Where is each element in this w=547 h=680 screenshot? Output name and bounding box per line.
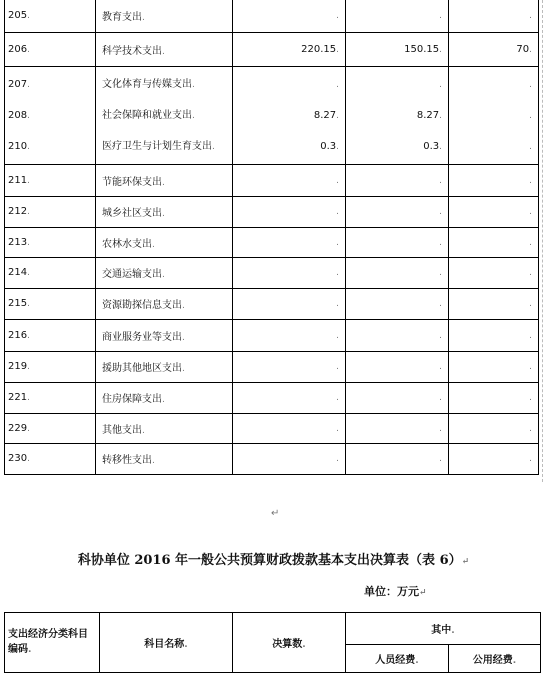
table6-unit-text: 单位：万元: [364, 585, 419, 598]
paragraph-mark-icon: ↵: [271, 508, 280, 519]
row-name: 教育支出: [102, 12, 142, 24]
row-name: 医疗卫生与计划生育支出: [102, 140, 212, 152]
table-row: 205. 教育支出. . . .: [5, 0, 539, 32]
row-name: 社会保障和就业支出: [102, 109, 192, 121]
row-personnel: 150.15: [404, 43, 440, 55]
row-name: 农林水支出: [102, 238, 152, 250]
header-code-line2: 编码: [8, 644, 28, 655]
table-row: 213. 农林水支出. . . .: [5, 227, 539, 257]
header-personnel-text: 人员经费: [375, 655, 416, 666]
margin-guide: [542, 0, 544, 482]
table-row: 216. 商业服务业等支出. . . .: [5, 319, 539, 351]
table-row-group: 207. 208. 210. 文化体育与传媒支出. 社会保障和就业支出. 医疗卫生与计划生育支出. . 8.27. 0.3. . 8.27. 0.3. . . .: [5, 66, 539, 164]
row-code: 206: [8, 43, 28, 55]
header-group-cell: 其中.: [346, 613, 541, 645]
table-row: 219. 援助其他地区支出. . . .: [5, 351, 539, 382]
row-public: 70: [516, 43, 530, 55]
row-code: 205: [8, 10, 28, 22]
table-row: 211. 节能环保支出. . . .: [5, 164, 539, 196]
row-code: 211: [8, 174, 28, 186]
row-personnel: 8.27: [416, 109, 440, 121]
row-name: 文化体育与传媒支出: [102, 78, 192, 90]
table-row: 229. 其他支出. . . .: [5, 413, 539, 443]
header-name-text: 科目名称: [144, 639, 185, 650]
row-code: 210: [8, 140, 28, 152]
row-code: 219: [8, 361, 28, 372]
row-code: 215: [8, 298, 28, 309]
row-name: 城乡社区支出: [102, 208, 162, 219]
header-total-cell: 决算数.: [233, 613, 346, 673]
header-name-cell: 科目名称.: [100, 613, 233, 673]
header-public-text: 公用经费: [472, 655, 513, 666]
table-row: 221. 住房保障支出. . . .: [5, 382, 539, 413]
row-code: 207: [8, 78, 28, 90]
header-public-cell: 公用经费.: [449, 645, 541, 673]
table6-title-text: 科协单位 2016 年一般公共预算财政拨款基本支出决算表（表 6）: [77, 553, 462, 568]
row-name: 交通运输支出: [102, 269, 162, 280]
header-group-text: 其中: [431, 625, 452, 636]
row-personnel: 0.3: [423, 140, 440, 152]
table6-unit: 单位：万元↵: [364, 585, 427, 598]
row-name: 商业服务业等支出: [102, 331, 182, 343]
header-total-text: 决算数: [272, 639, 303, 650]
row-total: 8.27: [313, 109, 337, 121]
table-row: 214. 交通运输支出. . . .: [5, 257, 539, 288]
table-row: 215. 资源勘探信息支出. . . .: [5, 288, 539, 319]
row-code: 212: [8, 206, 28, 217]
table6-title: 科协单位 2016 年一般公共预算财政拨款基本支出决算表（表 6）↵: [77, 553, 470, 568]
header-code-cell: 支出经济分类科目 编码.: [5, 613, 100, 673]
row-code: 229: [8, 422, 28, 434]
row-name: 科学技术支出: [102, 45, 162, 57]
row-name: 其他支出: [102, 424, 142, 436]
row-name: 援助其他地区支出: [102, 363, 182, 374]
row-code: 230: [8, 453, 28, 464]
row-name: 住房保障支出: [102, 394, 162, 405]
header-personnel-cell: 人员经费.: [346, 645, 449, 673]
row-code: 214: [8, 267, 28, 278]
header-code-line1: 支出经济分类科目: [8, 629, 88, 640]
row-code: 213: [8, 236, 28, 248]
row-name: 转移性支出: [102, 455, 152, 466]
table-row: 206. 科学技术支出. 220.15. 150.15. 70.: [5, 32, 539, 66]
row-code: 221: [8, 392, 28, 403]
row-total: 0.3: [320, 140, 337, 152]
row-total: 220.15: [301, 43, 337, 55]
table-row: 212. 城乡社区支出. . . .: [5, 196, 539, 227]
row-code: 208: [8, 109, 28, 121]
budget-table: [4, 0, 539, 475]
row-name: 资源勘探信息支出: [102, 300, 182, 311]
row-code: 216: [8, 329, 28, 341]
table6-header: [4, 612, 541, 673]
row-name: 节能环保支出: [102, 176, 162, 188]
table-row: 230. 转移性支出. . . .: [5, 443, 539, 474]
